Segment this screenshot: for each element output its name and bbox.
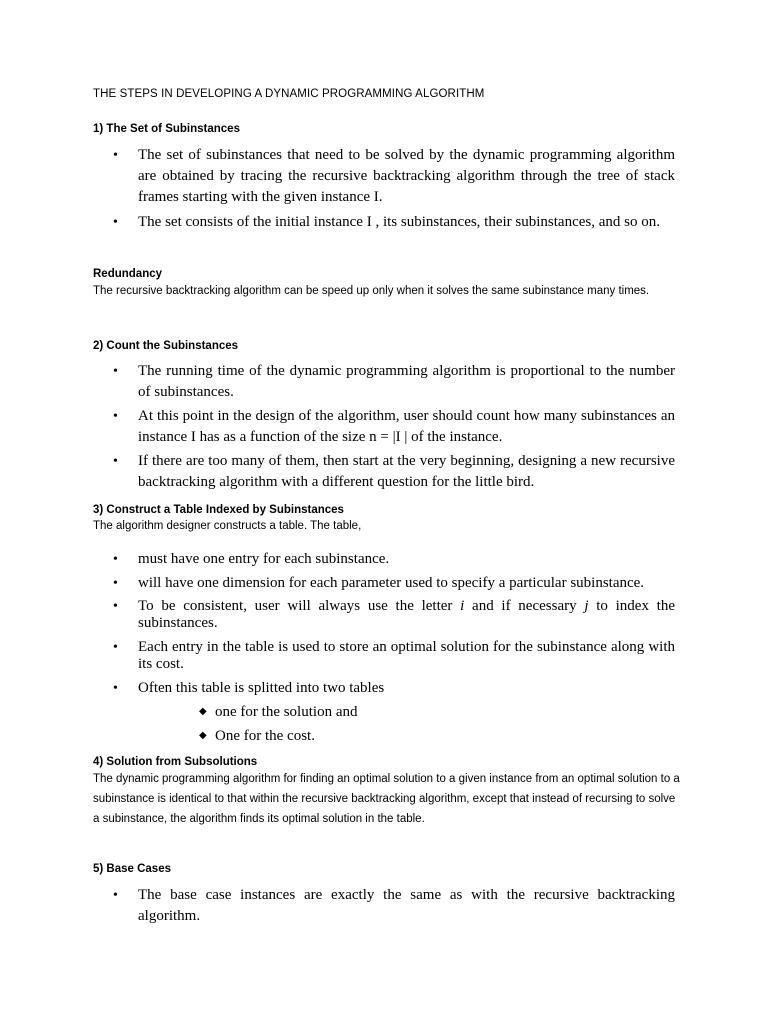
- bullet-icon: •: [113, 576, 118, 591]
- redundancy-text: The recursive backtracking algorithm can be speed up only when it solves the same subinstance many times.: [93, 285, 650, 297]
- section-4-heading: 4) Solution from Subsolutions: [93, 756, 258, 768]
- section-5-list: [93, 885, 675, 927]
- list-item: • The base case instances are exactly the same as with the recursive backtracking algorithm.: [113, 887, 675, 924]
- bullet-icon: •: [113, 364, 118, 379]
- section-3-heading: 3) Construct a Table Indexed by Subinstances: [93, 504, 344, 516]
- section-2-list: [93, 361, 675, 493]
- list-item: • Often this table is splitted into two tables: [93, 678, 675, 699]
- bullet-icon: •: [113, 552, 118, 567]
- section-1-heading: 1) The Set of Subinstances: [93, 123, 240, 135]
- section-1-list: [93, 145, 675, 233]
- section-4-text: The dynamic programming algorithm for finding an optimal solution to a given instance from an optimal solution to a subinstance is identical to that within the recursive backtracking algorithm, except that instead of recursing to solve a subinstance, the algorithm finds its optimal solution in the table.: [93, 773, 680, 825]
- bullet-icon: •: [113, 409, 118, 424]
- bullet-icon: •: [113, 640, 118, 655]
- list-item: • If there are too many of them, then start at the very beginning, designing a new recursive backtracking algorithm with a different question for the little bird.: [113, 453, 675, 490]
- bullet-icon: •: [113, 599, 118, 614]
- bullet-icon: •: [113, 454, 118, 469]
- diamond-bullet-icon: ◆: [199, 730, 207, 741]
- section-3-intro: The algorithm designer constructs a table. The table,: [93, 520, 362, 532]
- list-item: • The running time of the dynamic programming algorithm is proportional to the number of subinstances.: [113, 363, 675, 400]
- bullet-icon: •: [113, 148, 118, 163]
- list-item: ◆ One for the cost.: [207, 724, 357, 748]
- redundancy-heading: Redundancy: [93, 268, 163, 280]
- list-item: • Each entry in the table is used to store an optimal solution for the subinstance along with its cost.: [113, 639, 675, 672]
- list-item: • The set of subinstances that need to be solved by the dynamic programming algorithm are obtained by tracing the recursive backtracking algorithm through the tree of stack frames starting with the given instance I.: [113, 147, 675, 205]
- list-item: • will have one dimension for each parameter used to specify a particular subinstance.: [93, 573, 675, 594]
- diamond-bullet-icon: ◆: [199, 706, 207, 717]
- bullet-icon: •: [113, 215, 118, 230]
- section-5-heading: 5) Base Cases: [93, 863, 171, 875]
- list-item: • At this point in the design of the algorithm, user should count how many subinstances an instance I has as a function of the size n = |I | of the instance.: [113, 408, 675, 445]
- section-3-sublist: [199, 700, 358, 748]
- section-3-list-b: [93, 598, 675, 673]
- list-item: • To be consistent, user will always use the letter i and if necessary j to index the subinstances.: [113, 598, 675, 631]
- list-item: • The set consists of the initial instance I , its subinstances, their subinstances, and so on.: [93, 212, 675, 233]
- section-3-list-c: [93, 678, 675, 699]
- list-item: ◆ one for the solution and: [207, 700, 357, 724]
- bullet-icon: •: [113, 681, 118, 696]
- section-2-heading: 2) Count the Subinstances: [93, 340, 239, 352]
- document-title: THE STEPS IN DEVELOPING A DYNAMIC PROGRAMMING ALGORITHM: [93, 88, 485, 100]
- list-item: • must have one entry for each subinstance.: [93, 549, 675, 570]
- section-3-list: [93, 549, 675, 597]
- bullet-icon: •: [113, 888, 118, 903]
